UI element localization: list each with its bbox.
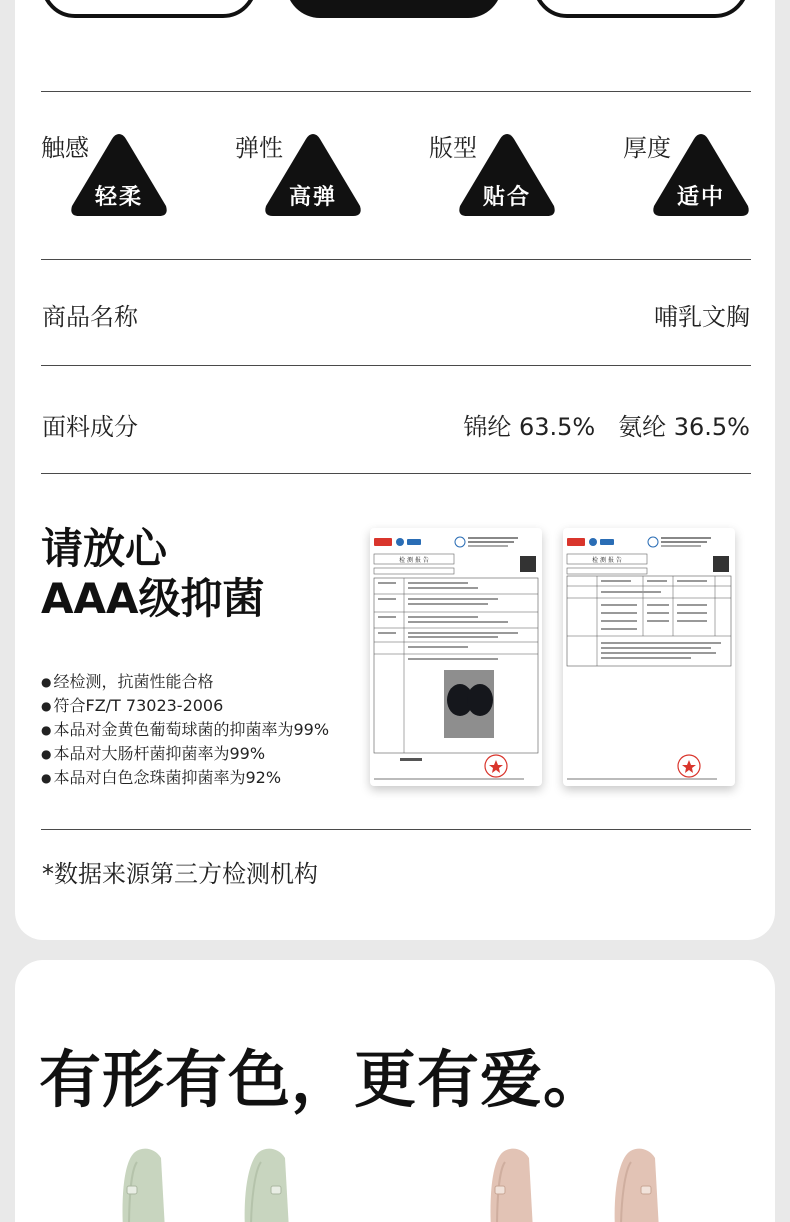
fabric-value: 锦纶 63.5% 氨纶 36.5% [463,413,750,441]
list-item: ● 本品对大肠杆菌抑菌率为99% [41,742,361,766]
antibacterial-title: 请放心 [41,524,168,573]
antibacterial-subtitle: AAA级抑菌 [41,574,265,623]
test-report-document [563,528,735,786]
test-report-document [370,528,542,786]
attribute-value: 适中 [676,185,725,210]
thickness-option-thin[interactable] [41,0,257,18]
attribute-thickness [623,128,775,218]
divider [41,259,751,260]
list-item: ● 本品对金黄色葡萄球菌的抑菌率为99% [41,718,361,742]
attribute-value: 轻柔 [94,185,143,210]
attribute-fit [429,128,619,218]
sage-color-variant [123,1149,290,1222]
color-showcase-card [15,960,775,1222]
thickness-option-thick[interactable] [533,0,749,18]
attribute-label: 厚度 [623,134,671,162]
antibacterial-list [41,670,361,790]
list-item: ● 本品对白色念珠菌抑菌率为92% [41,766,361,790]
report-title: 检 测 报 告 [592,557,622,564]
blush-color-variant [491,1149,660,1222]
slogan-heading: 有形有色，更有爱。 [39,1043,607,1116]
list-item: ● 经检测，抗菌性能合格 [41,670,361,694]
divider [41,829,751,830]
test-report-image-2[interactable] [563,528,735,786]
list-item: ● 符合FZ/T 73023-2006 [41,694,361,718]
divider [41,473,751,474]
attribute-touch [41,128,231,218]
thickness-option-medium[interactable] [286,0,502,18]
divider [41,91,751,92]
report-title: 检 测 报 告 [399,557,429,564]
product-spec-card [15,0,775,940]
product-name-label: 商品名称 [42,303,138,331]
attribute-label: 版型 [429,134,477,162]
fabric-label: 面料成分 [42,413,138,441]
attribute-value: 高弹 [288,185,337,210]
product-color-preview[interactable] [15,1130,775,1222]
divider [41,365,751,366]
attribute-elasticity [235,128,425,218]
attribute-label: 弹性 [235,134,283,162]
attribute-value: 贴合 [482,185,531,210]
data-source-note: *数据来源第三方检测机构 [42,860,318,888]
test-report-image-1[interactable] [370,528,542,786]
attribute-label: 触感 [41,134,89,162]
product-name-value: 哺乳文胸 [654,303,750,331]
